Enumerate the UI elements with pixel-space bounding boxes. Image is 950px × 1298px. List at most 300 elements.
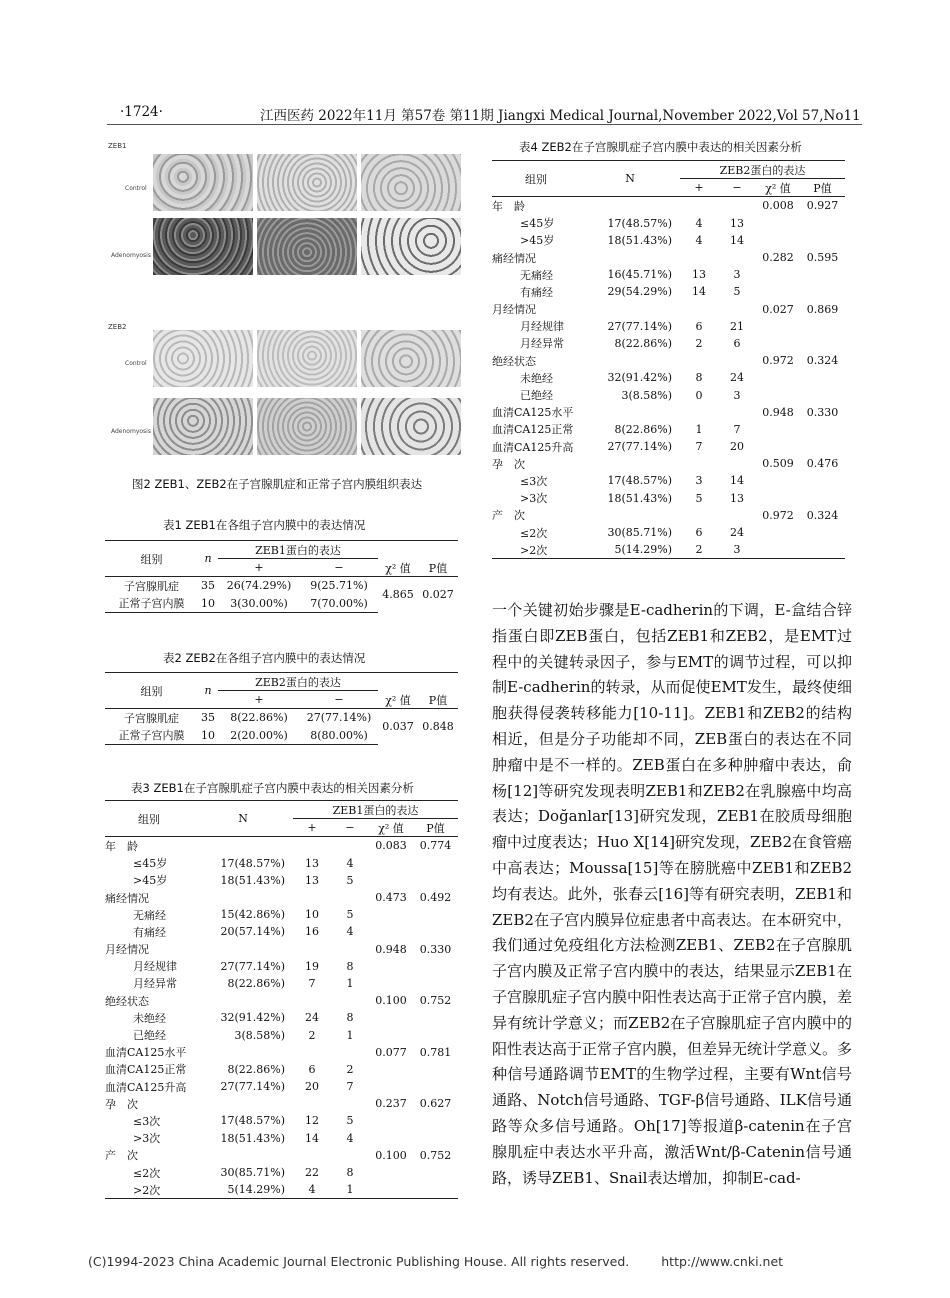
col-header: 组别: [105, 673, 198, 709]
table-cell: 24: [730, 371, 744, 385]
table-cell: 3(8.58%): [234, 1028, 285, 1042]
table-cell: 0.752: [419, 1148, 452, 1162]
table-cell: [800, 283, 845, 300]
table-cell: 月经规律: [133, 960, 177, 974]
table-cell: [800, 335, 845, 352]
table-row: [105, 855, 458, 872]
table-cell: [718, 301, 756, 318]
table-cell: [413, 1061, 458, 1078]
table-cell: 13: [730, 491, 744, 505]
table-cell: 7: [308, 976, 316, 990]
table-row: [492, 404, 845, 421]
table-cell: ≤45岁: [133, 857, 168, 871]
table-cell: [413, 975, 458, 992]
table-cell: 9(25.71%): [300, 577, 378, 595]
table-cell: 16(45.71%): [607, 268, 672, 282]
table-cell: 正常子宫内膜: [105, 727, 198, 745]
table-cell: 4: [293, 1181, 331, 1199]
table-cell: 2: [308, 1028, 316, 1042]
table-cell: [193, 941, 293, 958]
table-cell: 14: [692, 285, 706, 299]
panel-label-zeb2: ZEB2: [108, 323, 127, 331]
table-cell: [331, 1044, 369, 1061]
table-row: [105, 709, 458, 727]
table-cell: [369, 1130, 413, 1147]
table-cell: 3: [695, 474, 703, 488]
table-cell: 正常子宫内膜: [105, 595, 198, 613]
table-cell: [756, 266, 800, 283]
table-cell: 子宫腺肌症: [105, 577, 198, 595]
table-cell: 1: [346, 1028, 354, 1042]
row-label-adenomyosis: Adenomyosis: [111, 428, 151, 435]
col-header: P值: [428, 561, 448, 575]
table-cell: 10: [305, 908, 319, 922]
table-cell: 4: [346, 925, 354, 939]
table-cell: 0.627: [419, 1097, 452, 1111]
table-cell: [413, 1164, 458, 1181]
table-cell: ≤45岁: [520, 217, 555, 231]
table-cell: 15(42.86%): [220, 908, 285, 922]
table-cell: 27(77.14%): [607, 440, 672, 454]
row-label-control: Control: [125, 185, 147, 192]
table-cell: [369, 1181, 413, 1199]
table-cell: 有痛经: [520, 285, 553, 299]
table-cell: 8(22.86%): [614, 336, 672, 350]
table-cell: 27(77.14%): [607, 319, 672, 333]
table-cell: 22: [305, 1166, 319, 1180]
table-row: [105, 923, 458, 940]
col-header: −: [345, 821, 355, 835]
table-row: [492, 369, 845, 386]
table-cell: [580, 507, 680, 524]
table-cell: 18(51.43%): [220, 1131, 285, 1145]
table-cell: [718, 455, 756, 472]
table-cell: 月经情况: [492, 303, 536, 317]
table-cell: [680, 301, 718, 318]
table-cell: ≤2次: [520, 526, 548, 540]
table-cell: 16: [305, 925, 319, 939]
table-cell: [800, 369, 845, 386]
table-cell: [756, 215, 800, 232]
table-cell: [369, 1026, 413, 1043]
table-cell: 12: [305, 1114, 319, 1128]
table-cell: 0.237: [375, 1097, 407, 1111]
table-row: [105, 1026, 458, 1043]
table-row: [105, 941, 458, 958]
table-cell: 13: [692, 268, 706, 282]
table-cell: 4: [695, 233, 703, 247]
table-cell: 19: [305, 959, 319, 973]
table-cell: [193, 837, 293, 855]
table-cell: 17(48.57%): [607, 474, 672, 488]
table-cell: 13: [305, 873, 319, 887]
table-cell: 8(22.86%): [218, 709, 300, 727]
table-cell: 8(22.86%): [614, 422, 672, 436]
table-cell: 血清CA125正常: [492, 423, 574, 437]
table-row: [492, 472, 845, 489]
table-cell: [800, 386, 845, 403]
body-paragraph: 一个关键初始步骤是E-cadherin的下调，E-盒结合锌指蛋白即ZEB蛋白，包括ZEB1和ZEB2，是EMT过程中的关键转录因子，参与EMT的调节过程，可以抑制E-cadherin的转录，从而促使EMT发生，最终使细胞获得侵袭转移能力[10-11]。ZEB1和ZEB2的结构相近，但是分子功能却不同，ZEB蛋白的表达在不同肿瘤中是不一样的。ZEB蛋白在多种肿瘤中表达，俞杨[12]等研究发现表明ZEB1和ZEB2在乳腺癌中均高表达；Doğanlar[13]研究发现，ZEB1在胶质母细胞瘤中过度表达；Huo X[14]研究发现，ZEB2在食管癌中高表达；Moussa[15]等在膀胱癌中ZEB1和ZEB2均有表达。此外，张春云[16]等有研究表明，ZEB1和ZEB2在子宫内膜异位症患者中高表达。在本研究中，我们通过免疫组化方法检测ZEB1、ZEB2在子宫腺肌子宫内膜及正常子宫内膜中的表达，结果显示ZEB1在子宫腺肌症子宫内膜中阳性表达高于正常子宫内膜，差异有统计学意义；而ZEB2在子宫腺肌症子宫内膜中的阳性表达高于正常子宫内膜，但差异无统计学意义。多种信号通路调节EMT的生物学过程，主要有Wnt信号通路、Notch信号通路、TGF-β信号通路、ILK信号通路等众多信号通路。Oh[17]等报道β-catenin在子宫腺肌症中表达水平升高，激活Wnt/β-Catenin信号通路，诱导ZEB1、Snail表达增加，抑制E-cad-: [492, 601, 853, 1187]
table-cell: 0.330: [806, 405, 839, 419]
table-cell: 有痛经: [133, 925, 166, 939]
table-cell: [331, 889, 369, 906]
table-cell: 18(51.43%): [607, 233, 672, 247]
table-cell: 32(91.42%): [607, 371, 672, 385]
table-cell: [800, 490, 845, 507]
table-cell: 29(54.29%): [607, 285, 672, 299]
table-cell: 0.100: [375, 994, 407, 1008]
table-cell: [756, 438, 800, 455]
table-cell: [331, 1095, 369, 1112]
table-cell: [193, 1147, 293, 1164]
table-cell: [680, 404, 718, 421]
table-cell: 13: [730, 216, 744, 230]
table-cell: [580, 404, 680, 421]
col-header: χ² 值: [378, 821, 404, 835]
table-cell: [800, 232, 845, 249]
table-cell: 未绝经: [520, 371, 553, 385]
table-cell: 0.948: [762, 405, 794, 419]
micrograph: [361, 330, 461, 387]
table-cell: 孕 次: [492, 457, 525, 471]
table-cell: 0.848: [418, 709, 458, 744]
table-cell: [369, 1009, 413, 1026]
table-cell: 18(51.43%): [220, 873, 285, 887]
table-row: [105, 1095, 458, 1112]
table-row: [492, 283, 845, 300]
table-cell: [413, 1112, 458, 1129]
table-cell: 绝经状态: [105, 994, 149, 1008]
table-cell: 0.781: [419, 1045, 452, 1059]
table-cell: 7: [733, 422, 741, 436]
table-cell: [718, 197, 756, 215]
table-cell: 26(74.29%): [218, 577, 300, 595]
col-header: χ² 值: [385, 693, 411, 707]
table-cell: [369, 855, 413, 872]
table-cell: [718, 352, 756, 369]
table-cell: 0.100: [375, 1148, 407, 1162]
table-cell: 5(14.29%): [580, 541, 680, 559]
table-cell: >2次: [492, 541, 580, 559]
table-cell: 4: [695, 216, 703, 230]
figure-caption: 图2 ZEB1、ZEB2在子宫腺肌症和正常子宫内膜组织表达: [132, 477, 423, 491]
table-cell: 痛经情况: [105, 891, 149, 905]
table-cell: [369, 1164, 413, 1181]
table-cell: [680, 249, 718, 266]
table-cell: 8: [346, 959, 354, 973]
table-cell: 2: [346, 1062, 354, 1076]
col-header: P值: [428, 693, 448, 707]
table-cell: [718, 404, 756, 421]
table-cell: 0.324: [806, 508, 839, 522]
table-row: [492, 318, 845, 335]
table-row: [492, 438, 845, 455]
table-cell: 24: [305, 1011, 319, 1025]
table-row: [105, 958, 458, 975]
table4-title: 表4 ZEB2在子宫腺肌症子宫内膜中表达的相关因素分析: [519, 140, 802, 154]
table-cell: >45岁: [133, 874, 168, 888]
micrograph: [361, 154, 461, 211]
col-header: N: [193, 801, 293, 837]
table-3: [105, 800, 458, 1199]
table-cell: [800, 266, 845, 283]
table-cell: 无痛经: [520, 268, 553, 282]
table-row: [492, 232, 845, 249]
table-cell: 子宫腺肌症: [105, 709, 198, 727]
table-cell: 产 次: [492, 509, 525, 523]
table-cell: 20: [305, 1080, 319, 1094]
table-cell: 35: [198, 577, 218, 595]
table-cell: 0.972: [762, 354, 794, 368]
table-cell: [413, 872, 458, 889]
table-cell: 8: [346, 1166, 354, 1180]
table-cell: [331, 1147, 369, 1164]
col-header: +: [254, 561, 264, 575]
table-cell: [756, 283, 800, 300]
table-cell: 月经情况: [105, 943, 149, 957]
micrograph: [257, 330, 357, 387]
micrograph: [257, 218, 357, 275]
table-cell: 0.027: [418, 577, 458, 612]
table-row: [492, 455, 845, 472]
table-cell: >3次: [133, 1132, 161, 1146]
table-cell: 血清CA125升高: [105, 1080, 187, 1094]
table-cell: 0: [695, 388, 703, 402]
table-cell: 未绝经: [133, 1011, 166, 1025]
table-row: [105, 1164, 458, 1181]
table-row: [105, 889, 458, 906]
table-cell: 0.330: [419, 942, 452, 956]
figure-2: [105, 140, 465, 460]
table-cell: 8(22.86%): [227, 976, 285, 990]
col-header: N: [580, 161, 680, 197]
table-row: [492, 197, 845, 215]
table-1: [105, 540, 458, 613]
table-cell: 4: [346, 1131, 354, 1145]
table-row: [492, 215, 845, 232]
table-row: [105, 1130, 458, 1147]
table-cell: 0.473: [375, 891, 407, 905]
table-cell: [369, 1061, 413, 1078]
table-cell: 3: [718, 541, 756, 559]
footer: [88, 1254, 783, 1269]
table-cell: [193, 1095, 293, 1112]
col-header: χ² 值: [385, 561, 411, 575]
table-cell: [756, 421, 800, 438]
table-cell: [580, 301, 680, 318]
table-cell: 5: [695, 491, 703, 505]
table-row: [492, 335, 845, 352]
table-cell: 1: [346, 976, 354, 990]
table-cell: ≤2次: [133, 1166, 161, 1180]
table-row: [492, 249, 845, 266]
table-cell: 0.476: [806, 457, 839, 471]
table-cell: 8: [695, 371, 703, 385]
micrograph: [153, 154, 253, 211]
table-cell: [369, 906, 413, 923]
table-cell: 6: [695, 526, 703, 540]
table-cell: [413, 923, 458, 940]
table-cell: 3: [733, 388, 741, 402]
table-cell: >45岁: [520, 234, 555, 248]
table-cell: [293, 992, 331, 1009]
table-cell: 0.752: [419, 994, 452, 1008]
table-cell: 年 龄: [105, 837, 193, 855]
table-cell: [800, 215, 845, 232]
table-cell: 32(91.42%): [220, 1011, 285, 1025]
panel-label-zeb1: ZEB1: [108, 142, 127, 150]
col-header: +: [254, 693, 264, 707]
table-cell: [369, 1112, 413, 1129]
micrograph: [153, 330, 253, 387]
table3-title: 表3 ZEB1在子宫腺肌症子宫内膜中表达的相关因素分析: [131, 781, 414, 795]
table1-title: 表1 ZEB1在各组子宫内膜中的表达情况: [163, 518, 366, 532]
table-cell: [293, 837, 331, 855]
table-row: [105, 1061, 458, 1078]
table-cell: [718, 249, 756, 266]
table-row: [492, 524, 845, 541]
table-4: [492, 160, 845, 559]
table-cell: [756, 232, 800, 249]
micrograph: [257, 154, 357, 211]
table-cell: 10: [198, 727, 218, 745]
table-cell: [331, 992, 369, 1009]
table-cell: [580, 197, 680, 215]
table-cell: 2: [695, 336, 703, 350]
micrograph: [257, 398, 357, 455]
table-cell: 月经规律: [520, 320, 564, 334]
table-cell: [680, 507, 718, 524]
row-label-control: Control: [125, 360, 147, 367]
table-row: [105, 975, 458, 992]
body-text: [492, 598, 852, 1191]
table-row: [105, 1044, 458, 1061]
table-cell: [369, 1078, 413, 1095]
table-cell: 0.037: [378, 709, 418, 744]
table-cell: 0.972: [762, 508, 794, 522]
table-row: [492, 507, 845, 524]
table-cell: 0.077: [375, 1045, 407, 1059]
table-cell: 0.008: [756, 197, 800, 215]
table-row: [492, 421, 845, 438]
table-cell: 35: [198, 709, 218, 727]
table-cell: [193, 992, 293, 1009]
table-cell: ≤3次: [133, 1114, 161, 1128]
table-row: [105, 1078, 458, 1095]
table-row: [492, 266, 845, 283]
table-cell: 月经异常: [520, 337, 564, 351]
table-cell: [331, 837, 369, 855]
table-cell: 4.865: [378, 577, 418, 612]
table-cell: 6: [308, 1062, 316, 1076]
table-row: [492, 490, 845, 507]
footer-url[interactable]: http://www.cnki.net: [661, 1254, 784, 1269]
table-row: [492, 301, 845, 318]
micrograph: [361, 218, 461, 275]
col-header: −: [334, 693, 344, 707]
table-cell: [756, 369, 800, 386]
table-cell: [413, 855, 458, 872]
table-cell: 6: [733, 336, 741, 350]
table-cell: 14: [730, 233, 744, 247]
table-cell: [756, 335, 800, 352]
table-row: [105, 1009, 458, 1026]
table-row: [105, 1112, 458, 1129]
table-cell: 2: [680, 541, 718, 559]
table-cell: [369, 958, 413, 975]
table-cell: >2次: [105, 1181, 193, 1199]
col-header: +: [694, 181, 704, 195]
table-cell: [193, 1044, 293, 1061]
table-cell: [369, 975, 413, 992]
table-cell: 孕 次: [105, 1097, 138, 1111]
table-cell: [413, 1181, 458, 1199]
table-cell: 5: [733, 285, 741, 299]
table-cell: 20: [730, 440, 744, 454]
col-header: P值: [426, 821, 445, 835]
table-cell: 17(48.57%): [607, 216, 672, 230]
micrograph: [153, 218, 253, 275]
table-cell: 17(48.57%): [220, 1114, 285, 1128]
table-cell: [369, 923, 413, 940]
table-cell: 5: [346, 908, 354, 922]
table-cell: 5(14.29%): [193, 1181, 293, 1199]
table-cell: [369, 872, 413, 889]
col-header: n: [198, 673, 218, 709]
table-cell: 0.083: [369, 837, 413, 855]
table-cell: 年 龄: [492, 197, 580, 215]
table-cell: [680, 352, 718, 369]
table-cell: 无痛经: [133, 908, 166, 922]
table-cell: 2(20.00%): [218, 727, 300, 745]
col-header: χ² 值: [765, 181, 791, 195]
table-cell: 6: [695, 319, 703, 333]
table-cell: 痛经情况: [492, 251, 536, 265]
table-cell: 13: [305, 856, 319, 870]
table-cell: 0.948: [375, 942, 407, 956]
table-cell: 20(57.14%): [220, 925, 285, 939]
table-cell: [413, 1026, 458, 1043]
table-cell: [193, 889, 293, 906]
table-cell: 1: [331, 1181, 369, 1199]
table-cell: [800, 524, 845, 541]
table-cell: [800, 438, 845, 455]
table-cell: [331, 941, 369, 958]
micrograph: [361, 398, 461, 455]
table-cell: 0.869: [806, 302, 839, 316]
table-cell: 5: [346, 1114, 354, 1128]
header-rule: [107, 124, 862, 125]
table-cell: [293, 1044, 331, 1061]
table-cell: 3: [733, 268, 741, 282]
table-row: [105, 837, 458, 855]
col-header: 组别: [105, 541, 198, 577]
table-cell: 8: [346, 1011, 354, 1025]
table-cell: 8(80.00%): [300, 727, 378, 745]
table-cell: 7(70.00%): [300, 595, 378, 613]
col-header: ZEB2蛋白的表达: [680, 161, 845, 179]
table-cell: [293, 1095, 331, 1112]
table-cell: 0.595: [806, 251, 839, 265]
micrograph: [153, 398, 253, 455]
table-cell: [293, 889, 331, 906]
table-cell: 1: [695, 422, 703, 436]
table-row: [105, 992, 458, 1009]
table-cell: [800, 421, 845, 438]
table-cell: 0.927: [800, 197, 845, 215]
table-cell: 血清CA125升高: [492, 440, 574, 454]
table-cell: 已绝经: [133, 1029, 166, 1043]
